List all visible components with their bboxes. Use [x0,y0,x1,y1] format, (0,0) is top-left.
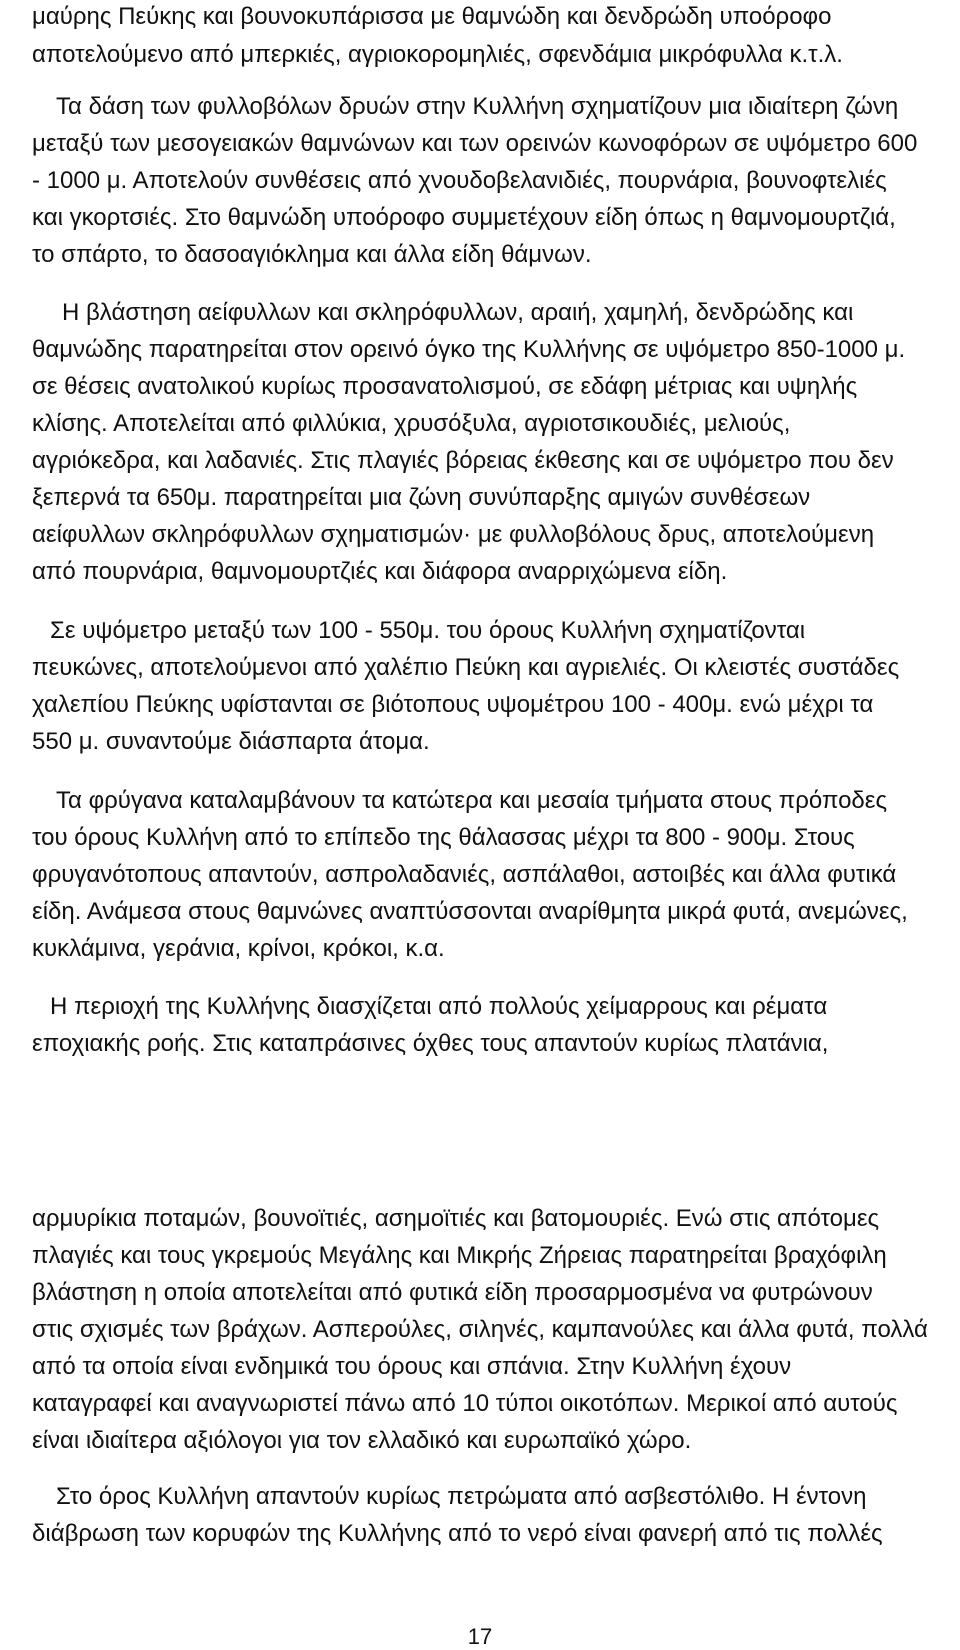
text-line: αρμυρίκια ποταμών, βουνοϊτιές, ασημοϊτιές και βατομουριές. Ενώ στις απότομες [32,1205,880,1232]
text-line: Τα φρύγανα καταλαμβάνουν τα κατώτερα και μεσαία τμήματα στους πρόποδες [56,787,888,814]
text-line: ξεπερνά τα 650μ. παρατηρείται μια ζώνη συνύπαρξης αμιγών συνθέσεων [32,484,811,511]
text-line: Στο όρος Κυλλήνη απαντούν κυρίως πετρώματα από ασβεστόλιθο. Η έντονη [56,1483,867,1510]
text-line: πευκώνες, αποτελούμενοι από χαλέπιο Πεύκη και αγριελιές. Οι κλειστές συστάδες [32,654,900,681]
text-line: και γκορτσιές. Στο θαμνώδη υποόροφο συμμετέχουν είδη όπως η θαμνομουρτζιά, [32,204,896,231]
text-line: κυκλάμινα, γεράνια, κρίνοι, κρόκοι, κ.α. [32,935,445,962]
text-line: θαμνώδης παρατηρείται στον ορεινό όγκο της Κυλλήνης σε υψόμετρο 850-1000 μ. [32,336,906,363]
text-line: το σπάρτο, το δασοαγιόκλημα και άλλα είδη θάμνων. [32,241,592,268]
text-line: από τα οποία είναι ενδημικά του όρους και σπάνια. Στην Κυλλήνη έχουν [32,1353,792,1380]
text-line: αποτελούμενο από μπερκιές, αγριοκορομηλιές, σφενδάμια μικρόφυλλα κ.τ.λ. [32,41,843,68]
text-line: Η περιοχή της Κυλλήνης διασχίζεται από πολλούς χείμαρρους και ρέματα [50,993,828,1020]
text-line: Τα δάση των φυλλοβόλων δρυών στην Κυλλήνη σχηματίζουν μια ιδιαίτερη ζώνη [56,93,899,120]
text-line: μεταξύ των μεσογειακών θαμνώνων και των ορεινών κωνοφόρων σε υψόμετρο 600 [32,130,918,157]
text-line: σε θέσεις ανατολικού κυρίως προσανατολισμού, σε εδάφη μέτριας και υψηλής [32,373,858,400]
text-line: είναι ιδιαίτερα αξιόλογοι για τον ελλαδικό και ευρωπαϊκό χώρο. [32,1427,692,1454]
text-line: Η βλάστηση αείφυλλων και σκληρόφυλλων, αραιή, χαμηλή, δενδρώδης και [62,299,854,326]
text-line: πλαγιές και τους γκρεμούς Μεγάλης και Μικρής Ζήρειας παρατηρείται βραχόφιλη [32,1242,887,1269]
text-line: αγριόκεδρα, και λαδανιές. Στις πλαγιές βόρειας έκθεσης και σε υψόμετρο που δεν [32,447,894,474]
text-line: αείφυλλων σκληρόφυλλων σχηματισμών· με φυλλοβόλους δρυς, αποτελούμενη [32,521,875,548]
text-line: κλίσης. Αποτελείται από φιλλύκια, χρυσόξυλα, αγριοτσικουδιές, μελιούς, [32,410,791,437]
text-line: μαύρης Πεύκης και βουνοκυπάρισσα με θαμνώδη και δενδρώδη υποόροφο [32,3,832,30]
text-line: του όρους Κυλλήνη από το επίπεδο της θάλασσας μέχρι τα 800 - 900μ. Στους [32,824,855,851]
text-line: χαλεπίου Πεύκης υφίστανται σε βιότοπους υψομέτρου 100 - 400μ. ενώ μέχρι τα [32,691,874,718]
text-line: διάβρωση των κορυφών της Κυλλήνης από το νερό είναι φανερή από τις πολλές [32,1520,883,1547]
text-line: φρυγανότοπους απαντούν, ασπρολαδανιές, ασπάλαθοι, αστοιβές και άλλα φυτικά [32,861,897,888]
text-line: 550 μ. συναντούμε διάσπαρτα άτομα. [32,728,430,755]
text-line: Σε υψόμετρο μεταξύ των 100 - 550μ. του όρους Κυλλήνη σχηματίζονται [50,617,806,644]
text-line: στις σχισμές των βράχων. Ασπερούλες, σιληνές, καμπανούλες και άλλα φυτά, πολλά [32,1316,928,1343]
text-line: καταγραφεί και αναγνωριστεί πάνω από 10 τύποι οικοτόπων. Μερικοί από αυτούς [32,1390,898,1417]
text-line: είδη. Ανάμεσα στους θαμνώνες αναπτύσσονται αναρίθμητα μικρά φυτά, ανεμώνες, [32,898,908,925]
text-line: εποχιακής ροής. Στις καταπράσινες όχθες τους απαντούν κυρίως πλατάνια, [32,1030,829,1057]
page-number: 17 [467,1624,493,1649]
text-line: - 1000 μ. Αποτελούν συνθέσεις από χνουδοβελανιδιές, πουρνάρια, βουνοφτελιές [32,167,887,194]
text-line: βλάστηση η οποία αποτελείται από φυτικά είδη προσαρμοσμένα να φυτρώνουν [32,1279,873,1306]
text-line: από πουρνάρια, θαμνομουρτζιές και διάφορα αναρριχώμενα είδη. [32,558,728,585]
